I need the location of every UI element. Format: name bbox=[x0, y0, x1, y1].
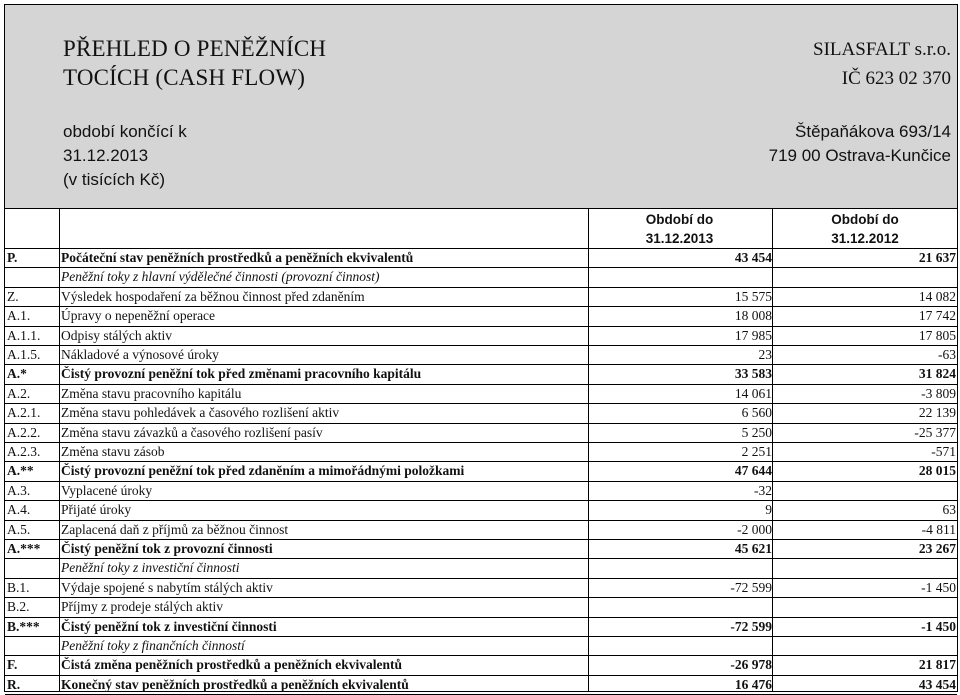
value-current: -32 bbox=[754, 482, 772, 498]
value-previous: -4 811 bbox=[921, 521, 956, 537]
row-label: Čistá změna peněžních prostředků a peněžních ekvivalentů bbox=[61, 657, 403, 673]
row-code: A.1.1. bbox=[7, 327, 41, 343]
period-label: období končící k bbox=[63, 122, 187, 141]
value-previous: -63 bbox=[938, 347, 956, 362]
row-code: F. bbox=[7, 657, 18, 673]
value-previous: 43 454 bbox=[918, 676, 956, 692]
row-code: Z. bbox=[7, 288, 19, 304]
row-code: A.1.5. bbox=[7, 347, 41, 362]
table-row bbox=[5, 248, 957, 267]
table-row bbox=[5, 442, 957, 461]
table-row bbox=[5, 364, 957, 383]
table-row bbox=[5, 578, 957, 597]
row-label: Konečný stav peněžních prostředků a peněžních ekvivalentů bbox=[61, 676, 409, 692]
value-previous: 31 824 bbox=[918, 366, 956, 382]
column-header-current bbox=[588, 210, 771, 248]
table-row bbox=[5, 558, 957, 577]
row-label: Úpravy o nepeněžní operace bbox=[61, 308, 216, 324]
table-row bbox=[5, 306, 957, 325]
row-label: Čistý provozní peněžní tok před změnami pracovního kapitálu bbox=[61, 366, 422, 382]
row-label: Vyplacené úroky bbox=[61, 482, 153, 498]
row-code: R. bbox=[7, 676, 21, 692]
address-city: 719 00 Ostrava-Kunčice bbox=[768, 146, 951, 165]
row-label: Změna stavu závazků a časového rozlišení pasív bbox=[61, 424, 323, 440]
address-street: Štěpaňákova 693/14 bbox=[795, 122, 951, 141]
value-previous: 17 742 bbox=[918, 308, 956, 324]
row-code: A.*** bbox=[7, 541, 41, 556]
value-current: 33 583 bbox=[734, 366, 772, 382]
row-label: Čistý peněžní tok z investiční činnosti bbox=[61, 618, 277, 634]
row-code: A.* bbox=[7, 366, 27, 382]
table-row bbox=[5, 267, 957, 286]
title-line-1: PŘEHLED O PENĚŽNÍCH bbox=[63, 36, 327, 61]
value-previous: 28 015 bbox=[918, 463, 956, 479]
value-previous: 14 082 bbox=[918, 288, 956, 304]
row-code: A.2.2. bbox=[7, 424, 41, 440]
value-previous: -1 450 bbox=[921, 579, 956, 595]
title-line-2: TOCÍCH (CASH FLOW) bbox=[63, 65, 306, 90]
value-previous: -3 809 bbox=[921, 385, 956, 401]
value-previous: 63 bbox=[942, 502, 956, 518]
value-current: 23 bbox=[758, 347, 772, 362]
value-previous: 23 267 bbox=[918, 541, 956, 556]
row-code: A.2.1. bbox=[7, 405, 41, 421]
value-current: 16 476 bbox=[734, 676, 772, 692]
value-current: -72 599 bbox=[730, 618, 772, 634]
table-row bbox=[5, 423, 957, 442]
row-label: Odpisy stálých aktiv bbox=[61, 327, 172, 343]
row-code: A.3. bbox=[7, 482, 31, 498]
row-label: Peněžní toky z hlavní výdělečné činnosti (provozní činnost) bbox=[61, 269, 380, 285]
value-current: 45 621 bbox=[734, 541, 772, 556]
table-row bbox=[5, 539, 957, 558]
row-code: A.1. bbox=[7, 308, 31, 324]
column-header-previous bbox=[773, 210, 957, 248]
table-row bbox=[5, 287, 957, 306]
company-name: SILASFALT s.r.o. bbox=[813, 39, 951, 60]
value-current: 15 575 bbox=[734, 288, 772, 304]
row-label: Příjmy z prodeje stálých aktiv bbox=[61, 599, 223, 615]
column-header-current-label: Období do bbox=[645, 212, 714, 227]
value-previous: -25 377 bbox=[914, 424, 956, 440]
row-label: Zaplacená daň z příjmů za běžnou činnost bbox=[61, 521, 289, 537]
value-current: -26 978 bbox=[730, 657, 772, 673]
row-code: B.2. bbox=[7, 599, 30, 615]
table-row bbox=[5, 403, 957, 422]
row-code: A.5. bbox=[7, 521, 31, 537]
table-row bbox=[5, 500, 957, 519]
column-header-previous-date: 31.12.2012 bbox=[831, 231, 899, 246]
row-code: B.1. bbox=[7, 579, 30, 595]
row-label: Přijaté úroky bbox=[61, 502, 132, 518]
value-current: 2 251 bbox=[741, 444, 772, 459]
value-previous: -1 450 bbox=[921, 618, 956, 634]
table-row bbox=[5, 617, 957, 636]
value-current: 47 644 bbox=[734, 463, 772, 479]
table-row bbox=[5, 520, 957, 539]
row-label: Čistý peněžní tok z provozní činnosti bbox=[61, 541, 273, 556]
period-date: 31.12.2013 bbox=[63, 146, 149, 165]
row-label: Změna stavu pracovního kapitálu bbox=[61, 385, 242, 401]
value-current: -2 000 bbox=[737, 521, 772, 537]
table-row bbox=[5, 655, 957, 674]
value-current: 9 bbox=[765, 502, 772, 518]
row-label: Čistý provozní peněžní tok před zdaněním a mimořádnými položkami bbox=[61, 463, 465, 479]
value-previous: 21 637 bbox=[918, 250, 956, 265]
row-code: A.** bbox=[7, 463, 34, 479]
row-label: Změna stavu zásob bbox=[61, 444, 165, 459]
value-current: 14 061 bbox=[734, 385, 772, 401]
value-current: 17 985 bbox=[734, 327, 772, 343]
table-row bbox=[5, 461, 957, 480]
value-current: 18 008 bbox=[734, 308, 772, 324]
value-current: 6 560 bbox=[741, 405, 772, 421]
units-note: (v tisících Kč) bbox=[63, 170, 166, 189]
statement-header bbox=[5, 5, 957, 209]
row-label: Nákladové a výnosové úroky bbox=[61, 347, 219, 362]
value-current: 5 250 bbox=[741, 424, 772, 440]
value-previous: 17 805 bbox=[918, 327, 956, 343]
row-code: B.*** bbox=[7, 618, 40, 634]
company-id: IČ 623 02 370 bbox=[841, 68, 951, 89]
table-row bbox=[5, 326, 957, 345]
row-code: A.4. bbox=[7, 502, 31, 518]
column-header-current-date: 31.12.2013 bbox=[645, 231, 714, 246]
value-previous: 21 817 bbox=[918, 657, 956, 673]
row-label: Výsledek hospodaření za běžnou činnost před zdaněním bbox=[61, 288, 365, 304]
table-row bbox=[5, 636, 957, 655]
row-code: A.2. bbox=[7, 385, 31, 401]
table-row bbox=[5, 597, 957, 616]
value-previous: -571 bbox=[931, 444, 956, 459]
table-row bbox=[5, 481, 957, 500]
row-label: Počáteční stav peněžních prostředků a peněžních ekvivalentů bbox=[61, 250, 414, 265]
row-label: Výdaje spojené s nabytím stálých aktiv bbox=[61, 579, 273, 595]
value-current: -72 599 bbox=[730, 579, 772, 595]
cash-flow-statement bbox=[4, 4, 958, 692]
column-header-previous-label: Období do bbox=[831, 212, 899, 227]
table-row bbox=[5, 345, 957, 364]
row-label: Změna stavu pohledávek a časového rozlišení aktiv bbox=[61, 405, 340, 421]
row-label: Peněžní toky z finančních činností bbox=[61, 638, 245, 653]
row-label: Peněžní toky z investiční činnosti bbox=[61, 560, 240, 576]
value-current: 43 454 bbox=[734, 250, 772, 265]
table-row bbox=[5, 675, 957, 694]
value-previous: 22 139 bbox=[918, 405, 956, 421]
row-code: P. bbox=[7, 250, 18, 265]
row-code: A.2.3. bbox=[7, 444, 41, 459]
table-row bbox=[5, 384, 957, 403]
